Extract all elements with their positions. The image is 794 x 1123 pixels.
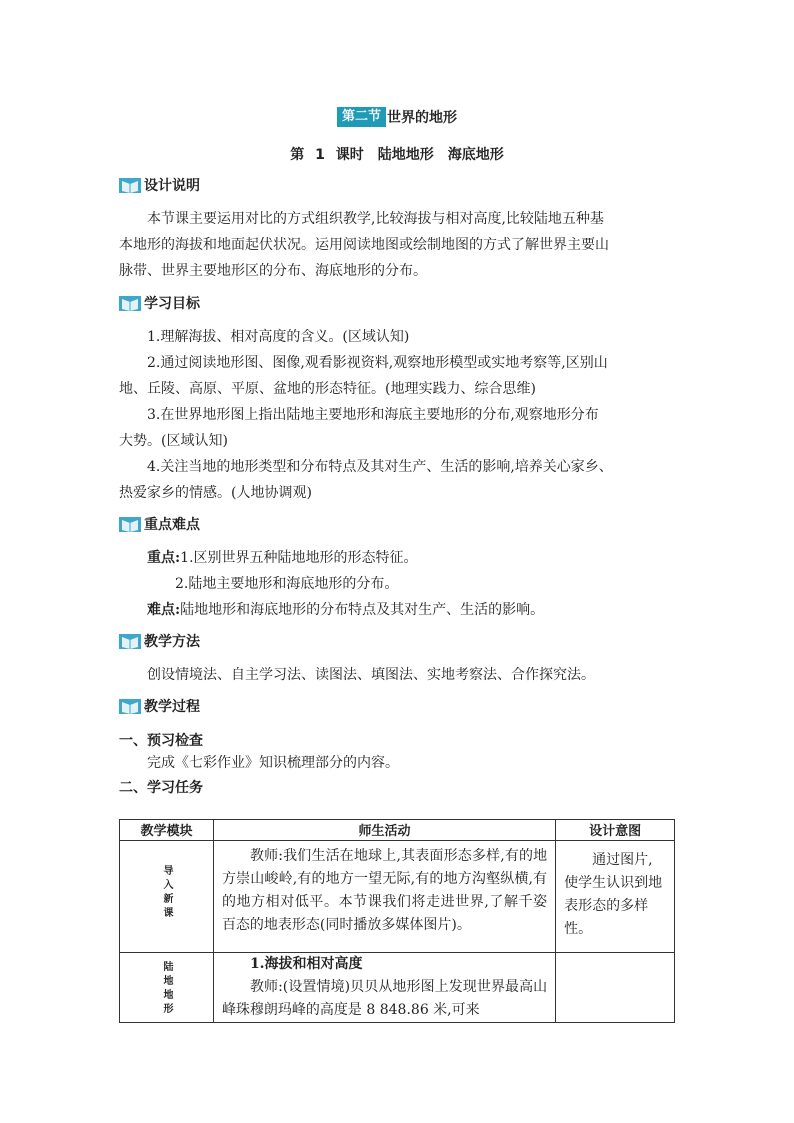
- difficulty-label: 难点:: [147, 602, 181, 618]
- table-row: [120, 953, 675, 1023]
- methods-text: 创设情境法、自主学习法、读图法、填图法、实地考察法、合作探究法。: [147, 667, 595, 683]
- difficulty-line: [119, 597, 707, 623]
- goals-heading-text: 学习目标: [144, 296, 200, 312]
- activity-cell: [213, 953, 555, 1023]
- lesson-table: [119, 819, 675, 1023]
- goal-line-5: 大势。(区域认知): [119, 433, 228, 449]
- goal-line-7: 热爱家乡的情感。(人地协调观): [119, 485, 312, 501]
- module-cell: [120, 953, 214, 1023]
- goal-line-2: 2.通过阅读地形图、图像,观看影视资料,观察地形模型或实地考察等,区别山: [147, 355, 608, 371]
- module-label: 导入新课: [160, 865, 172, 921]
- goal-line-4: 3.在世界地形图上指出陆地主要地形和海底主要地形的分布,观察地形分布: [147, 407, 599, 423]
- table-row: [120, 841, 675, 953]
- activity-cell: 教师:我们生活在地球上,其表面形态多样,有的地方崇山峻岭,有的地方一望无际,有的地方沟壑纵横,有的地方相对低平。本节课我们将走进世界,了解千姿百态的地表形态(同时播放多媒体图片)。: [213, 841, 555, 953]
- intent-cell: 通过图片,使学生认识到地表形态的多样性。: [556, 841, 675, 953]
- module-label: 陆地地形: [160, 961, 172, 1017]
- book-icon: [119, 632, 141, 650]
- lesson-subtitle: 第 1 课时 陆地地形 海底地形: [290, 147, 504, 163]
- activity-subtitle: 1.海拔和相对高度: [249, 956, 363, 972]
- methods-heading: [119, 631, 200, 651]
- design-heading: [119, 175, 200, 195]
- book-icon: [119, 176, 141, 194]
- design-heading-text: 设计说明: [144, 178, 200, 194]
- key-item-2: 2.陆地主要地形和海底地形的分布。: [175, 576, 399, 592]
- section-title-row: [0, 106, 794, 128]
- part1-text: 完成《七彩作业》知识梳理部分的内容。: [147, 755, 399, 771]
- process-heading: [119, 696, 200, 716]
- goal-line-6: 4.关注当地的地形类型和分布特点及其对生产、生活的影响,培养关心家乡、: [147, 459, 613, 475]
- methods-heading-text: 教学方法: [144, 634, 200, 650]
- key-label: 重点:: [147, 550, 181, 566]
- module-cell: [120, 841, 214, 953]
- design-line-2: 本地形的海拔和地面起伏状况。运用阅读地图或绘制地图的方式了解世界主要山: [119, 237, 609, 253]
- activity-text: 教师:(设置情境)贝贝从地形图上发现世界最高山峰珠穆朗玛峰的高度是 8 848.86 米,可来: [221, 979, 548, 1018]
- section-title: 世界的地形: [387, 109, 457, 126]
- goal-line-1: 1.理解海拔、相对高度的含义。(区域认知): [147, 329, 410, 345]
- goal-line-3: 地、丘陵、高原、平原、盆地的形态特征。(地理实践力、综合思维): [119, 381, 536, 397]
- process-heading-text: 教学过程: [144, 699, 200, 715]
- goals-heading: [119, 293, 200, 313]
- intent-cell: [556, 953, 675, 1023]
- design-line-3: 脉带、世界主要地形区的分布、海底地形的分布。: [119, 263, 427, 279]
- book-icon: [119, 515, 141, 533]
- book-icon: [119, 697, 141, 715]
- design-line-1: 本节课主要运用对比的方式组织教学,比较海拔与相对高度,比较陆地五种基: [147, 211, 604, 227]
- section-tag: 第二节: [337, 107, 386, 127]
- part1-title: 一、预习检查: [119, 733, 203, 749]
- table-header: 教学模块: [120, 820, 214, 841]
- difficulty-text: 陆地地形和海底地形的分布特点及其对生产、生活的影响。: [180, 602, 545, 618]
- key-item-1: 1.区别世界五种陆地地形的形态特征。: [180, 550, 418, 566]
- key-line-1: [119, 545, 707, 571]
- keypoints-heading-text: 重点难点: [144, 517, 200, 533]
- book-icon: [119, 294, 141, 312]
- keypoints-heading: [119, 514, 200, 534]
- table-header: 师生活动: [213, 820, 555, 841]
- part2-title: 二、学习任务: [119, 780, 203, 796]
- table-header-row: [120, 820, 675, 841]
- table-header: 设计意图: [556, 820, 675, 841]
